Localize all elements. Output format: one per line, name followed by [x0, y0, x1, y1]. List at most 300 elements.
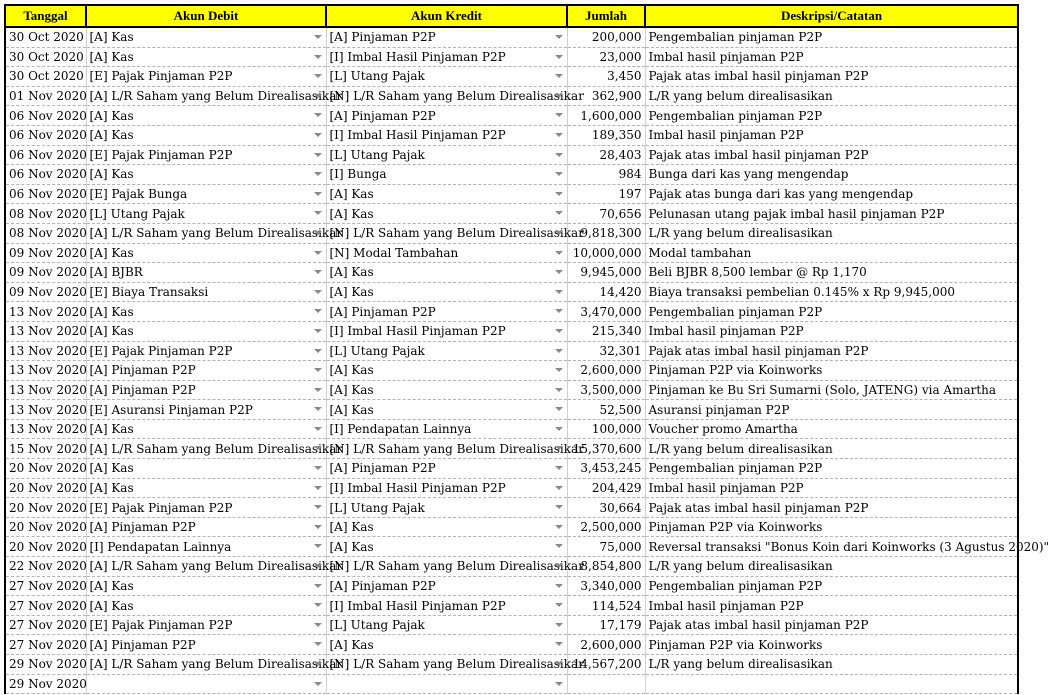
- table-row: [5, 576, 1018, 596]
- date-cell[interactable]: 20 Nov 2020: [5, 478, 86, 498]
- amount-cell[interactable]: 3,453,245: [567, 459, 645, 479]
- credit-account-select[interactable]: [326, 655, 584, 675]
- dropdown-arrow-icon[interactable]: [555, 682, 563, 686]
- credit-account-select[interactable]: [326, 282, 567, 302]
- amount-cell[interactable]: 200,000: [567, 27, 645, 47]
- description-cell[interactable]: Imbal hasil pinjaman P2P: [645, 47, 1018, 67]
- header-tanggal[interactable]: Tanggal: [5, 5, 86, 27]
- debit-account-select-value: [A] Kas: [89, 128, 134, 143]
- date-cell[interactable]: 06 Nov 2020: [5, 145, 86, 165]
- debit-account-select-value: [E] Pajak Pinjaman P2P: [89, 500, 233, 515]
- dropdown-arrow-icon[interactable]: [314, 113, 322, 117]
- debit-account-select[interactable]: [86, 459, 326, 479]
- date-cell[interactable]: 13 Nov 2020: [5, 419, 86, 439]
- amount-cell[interactable]: 2,600,000: [567, 635, 645, 655]
- amount-cell[interactable]: 32,301: [567, 341, 645, 361]
- dropdown-arrow-icon[interactable]: [314, 407, 322, 411]
- credit-account-select-value: [I] Imbal Hasil Pinjaman P2P: [329, 324, 506, 339]
- description-cell[interactable]: Beli BJBR 8,500 lembar @ Rp 1,170: [645, 263, 1018, 283]
- credit-account-select[interactable]: [326, 47, 567, 67]
- dropdown-arrow-icon[interactable]: [314, 466, 322, 470]
- debit-account-select[interactable]: [86, 27, 326, 47]
- credit-account-select[interactable]: [326, 184, 567, 204]
- debit-account-select[interactable]: [86, 86, 343, 106]
- dropdown-arrow-icon[interactable]: [555, 349, 563, 353]
- description-cell[interactable]: Pajak atas imbal hasil pinjaman P2P: [645, 615, 1018, 635]
- table-row: [5, 47, 1018, 67]
- amount-cell[interactable]: 17,179: [567, 615, 645, 635]
- dropdown-arrow-icon[interactable]: [314, 231, 322, 235]
- date-cell[interactable]: 09 Nov 2020: [5, 282, 86, 302]
- debit-account-select[interactable]: [86, 361, 326, 381]
- header-jumlah[interactable]: Jumlah: [567, 5, 645, 27]
- credit-account-select[interactable]: [326, 380, 567, 400]
- amount-cell[interactable]: 3,470,000: [567, 302, 645, 322]
- credit-account-select[interactable]: [326, 204, 567, 224]
- description-cell[interactable]: L/R yang belum direalisasikan: [645, 439, 1018, 459]
- table-row: [5, 361, 1018, 381]
- description-cell[interactable]: L/R yang belum direalisasikan: [645, 655, 1018, 675]
- dropdown-arrow-icon[interactable]: [555, 270, 563, 274]
- credit-account-select[interactable]: [326, 517, 567, 537]
- description-cell[interactable]: Pengembalian pinjaman P2P: [645, 27, 1018, 47]
- amount-cell[interactable]: 3,340,000: [567, 576, 645, 596]
- table-row: [5, 537, 1018, 557]
- credit-account-select[interactable]: [326, 145, 567, 165]
- dropdown-arrow-icon[interactable]: [555, 329, 563, 333]
- credit-account-select[interactable]: [326, 27, 567, 47]
- debit-account-select[interactable]: [86, 537, 326, 557]
- credit-account-select[interactable]: [326, 439, 584, 459]
- credit-account-select-value: [N] Modal Tambahan: [329, 245, 459, 260]
- debit-account-select[interactable]: [86, 165, 326, 185]
- debit-account-select[interactable]: [86, 302, 326, 322]
- dropdown-arrow-icon[interactable]: [555, 55, 563, 59]
- credit-account-select[interactable]: [326, 361, 567, 381]
- dropdown-arrow-icon[interactable]: [555, 466, 563, 470]
- dropdown-arrow-icon[interactable]: [555, 446, 563, 450]
- header-deskripsi[interactable]: Deskripsi/Catatan: [645, 5, 1018, 27]
- dropdown-arrow-icon[interactable]: [555, 603, 563, 607]
- table-row: [5, 145, 1018, 165]
- debit-account-select[interactable]: [86, 615, 326, 635]
- debit-account-select[interactable]: [86, 557, 343, 577]
- table-row: [5, 67, 1018, 87]
- dropdown-arrow-icon[interactable]: [314, 290, 322, 294]
- dropdown-arrow-icon[interactable]: [314, 446, 322, 450]
- debit-account-select-value: [A] Kas: [89, 108, 134, 123]
- dropdown-arrow-icon[interactable]: [555, 231, 563, 235]
- header-akun-debit[interactable]: Akun Debit: [86, 5, 326, 27]
- dropdown-arrow-icon[interactable]: [555, 368, 563, 372]
- amount-cell[interactable]: 204,429: [567, 478, 645, 498]
- date-cell[interactable]: 09 Nov 2020: [5, 243, 86, 263]
- debit-account-select-value: [E] Asuransi Pinjaman P2P: [89, 402, 253, 417]
- date-cell[interactable]: 09 Nov 2020: [5, 263, 86, 283]
- debit-account-select-value: [A] Pinjaman P2P: [89, 382, 196, 397]
- debit-account-select[interactable]: [86, 596, 326, 616]
- description-cell[interactable]: Pelunasan utang pajak imbal hasil pinjaman P2P: [645, 204, 1018, 224]
- dropdown-arrow-icon[interactable]: [314, 133, 322, 137]
- description-cell[interactable]: Pengembalian pinjaman P2P: [645, 576, 1018, 596]
- amount-cell[interactable]: 9,818,300: [567, 223, 645, 243]
- debit-account-select[interactable]: [86, 184, 326, 204]
- debit-account-select-value: [A] BJBR: [89, 265, 143, 280]
- debit-account-select[interactable]: [86, 498, 326, 518]
- dropdown-arrow-icon[interactable]: [314, 368, 322, 372]
- description-cell[interactable]: Modal tambahan: [645, 243, 1018, 263]
- debit-account-select[interactable]: [86, 223, 343, 243]
- dropdown-arrow-icon[interactable]: [555, 427, 563, 431]
- amount-cell[interactable]: 30,664: [567, 498, 645, 518]
- date-cell[interactable]: 08 Nov 2020: [5, 204, 86, 224]
- amount-cell[interactable]: 984: [567, 165, 645, 185]
- table-row: [5, 380, 1018, 400]
- dropdown-arrow-icon[interactable]: [314, 251, 322, 255]
- description-cell[interactable]: Pajak atas imbal hasil pinjaman P2P: [645, 498, 1018, 518]
- credit-account-select[interactable]: [326, 341, 567, 361]
- credit-account-select-value: [A] Kas: [329, 539, 374, 554]
- table-row: [5, 419, 1018, 439]
- dropdown-arrow-icon[interactable]: [555, 35, 563, 39]
- debit-account-select-value: [A] L/R Saham yang Belum Direalisasikar: [89, 89, 343, 104]
- dropdown-arrow-icon[interactable]: [314, 642, 322, 646]
- dropdown-arrow-icon[interactable]: [555, 113, 563, 117]
- debit-account-select-value: [A] L/R Saham yang Belum Direalisasikar: [89, 657, 343, 672]
- date-cell[interactable]: 29 Nov 2020: [5, 655, 86, 675]
- debit-account-select[interactable]: [86, 263, 326, 283]
- description-cell[interactable]: Pengembalian pinjaman P2P: [645, 459, 1018, 479]
- amount-cell[interactable]: 75,000: [567, 537, 645, 557]
- amount-cell[interactable]: 215,340: [567, 321, 645, 341]
- description-cell[interactable]: Pinjaman P2P via Koinworks: [645, 635, 1018, 655]
- amount-cell[interactable]: 3,500,000: [567, 380, 645, 400]
- dropdown-arrow-icon[interactable]: [555, 290, 563, 294]
- debit-account-select[interactable]: [86, 106, 326, 126]
- table-row: [5, 557, 1018, 577]
- description-cell[interactable]: Asuransi pinjaman P2P: [645, 400, 1018, 420]
- date-cell[interactable]: 08 Nov 2020: [5, 223, 86, 243]
- dropdown-arrow-icon[interactable]: [314, 172, 322, 176]
- credit-account-select-value: [A] Kas: [329, 285, 374, 300]
- dropdown-arrow-icon[interactable]: [555, 211, 563, 215]
- dropdown-arrow-icon[interactable]: [555, 74, 563, 78]
- credit-account-select[interactable]: [326, 478, 567, 498]
- date-cell[interactable]: 13 Nov 2020: [5, 341, 86, 361]
- dropdown-arrow-icon[interactable]: [314, 309, 322, 313]
- date-cell[interactable]: 30 Oct 2020: [5, 27, 86, 47]
- description-cell[interactable]: Biaya transaksi pembelian 0.145% x Rp 9,945,000: [645, 282, 1018, 302]
- description-cell[interactable]: Pajak atas imbal hasil pinjaman P2P: [645, 145, 1018, 165]
- credit-account-select-value: [A] Pinjaman P2P: [329, 304, 436, 319]
- date-cell[interactable]: 06 Nov 2020: [5, 125, 86, 145]
- debit-account-select[interactable]: [86, 204, 326, 224]
- debit-account-select-value: [E] Pajak Pinjaman P2P: [89, 618, 233, 633]
- amount-cell[interactable]: 14,567,200: [567, 655, 645, 675]
- debit-account-select[interactable]: [86, 655, 343, 675]
- description-cell[interactable]: Voucher promo Amartha: [645, 419, 1018, 439]
- dropdown-arrow-icon[interactable]: [314, 211, 322, 215]
- amount-cell[interactable]: 9,945,000: [567, 263, 645, 283]
- dropdown-arrow-icon[interactable]: [555, 642, 563, 646]
- date-cell[interactable]: 20 Nov 2020: [5, 459, 86, 479]
- description-cell[interactable]: Pengembalian pinjaman P2P: [645, 106, 1018, 126]
- dropdown-arrow-icon[interactable]: [555, 172, 563, 176]
- date-cell[interactable]: 22 Nov 2020: [5, 557, 86, 577]
- dropdown-arrow-icon[interactable]: [314, 329, 322, 333]
- credit-account-select-value: [I] Bunga: [329, 167, 387, 182]
- table-row: [5, 27, 1018, 47]
- amount-cell[interactable]: 10,000,000: [567, 243, 645, 263]
- amount-cell[interactable]: 2,600,000: [567, 361, 645, 381]
- dropdown-arrow-icon[interactable]: [555, 251, 563, 255]
- description-cell[interactable]: L/R yang belum direalisasikan: [645, 223, 1018, 243]
- table-row: [5, 635, 1018, 655]
- date-cell[interactable]: 06 Nov 2020: [5, 106, 86, 126]
- debit-account-select[interactable]: [86, 380, 326, 400]
- dropdown-arrow-icon[interactable]: [314, 270, 322, 274]
- amount-cell[interactable]: 197: [567, 184, 645, 204]
- amount-cell[interactable]: 8,854,800: [567, 557, 645, 577]
- header-akun-kredit[interactable]: Akun Kredit: [326, 5, 567, 27]
- description-cell[interactable]: Pajak atas imbal hasil pinjaman P2P: [645, 67, 1018, 87]
- debit-account-select[interactable]: [86, 282, 326, 302]
- table-row: [5, 459, 1018, 479]
- credit-account-select[interactable]: [326, 576, 567, 596]
- credit-account-select[interactable]: [326, 263, 567, 283]
- debit-account-select-value: [A] Kas: [89, 30, 134, 45]
- dropdown-arrow-icon[interactable]: [555, 505, 563, 509]
- date-cell[interactable]: 30 Oct 2020: [5, 67, 86, 87]
- description-cell[interactable]: Pinjaman P2P via Koinworks: [645, 517, 1018, 537]
- dropdown-arrow-icon[interactable]: [555, 309, 563, 313]
- credit-account-select[interactable]: [326, 419, 567, 439]
- table-row: [5, 517, 1018, 537]
- amount-cell[interactable]: 362,900: [567, 86, 645, 106]
- dropdown-arrow-icon[interactable]: [314, 544, 322, 548]
- description-cell[interactable]: L/R yang belum direalisasikan: [645, 557, 1018, 577]
- date-cell[interactable]: 13 Nov 2020: [5, 302, 86, 322]
- debit-account-select[interactable]: [86, 125, 326, 145]
- amount-cell[interactable]: 28,403: [567, 145, 645, 165]
- debit-account-select-value: [A] Kas: [89, 324, 134, 339]
- credit-account-select[interactable]: [326, 498, 567, 518]
- debit-account-select[interactable]: [86, 439, 343, 459]
- amount-cell[interactable]: 2,500,000: [567, 517, 645, 537]
- debit-account-select-value: [A] Kas: [89, 480, 134, 495]
- header-row: [5, 5, 1018, 27]
- dropdown-arrow-icon[interactable]: [555, 388, 563, 392]
- amount-cell[interactable]: 3,450: [567, 67, 645, 87]
- dropdown-arrow-icon[interactable]: [314, 623, 322, 627]
- date-cell[interactable]: 13 Nov 2020: [5, 361, 86, 381]
- table-row: [5, 321, 1018, 341]
- credit-account-select[interactable]: [326, 321, 567, 341]
- credit-account-select[interactable]: [326, 557, 584, 577]
- credit-account-select-value: [I] Pendapatan Lainnya: [329, 422, 472, 437]
- dropdown-arrow-icon[interactable]: [314, 349, 322, 353]
- debit-account-select[interactable]: [86, 243, 326, 263]
- dropdown-arrow-icon[interactable]: [555, 153, 563, 157]
- dropdown-arrow-icon[interactable]: [555, 564, 563, 568]
- credit-account-select[interactable]: [326, 243, 567, 263]
- amount-cell[interactable]: [567, 674, 645, 694]
- dropdown-arrow-icon[interactable]: [314, 35, 322, 39]
- debit-account-select[interactable]: [86, 674, 326, 694]
- amount-cell[interactable]: 15,370,600: [567, 439, 645, 459]
- dropdown-arrow-icon[interactable]: [555, 623, 563, 627]
- dropdown-arrow-icon[interactable]: [555, 662, 563, 666]
- dropdown-arrow-icon[interactable]: [314, 486, 322, 490]
- amount-cell[interactable]: 189,350: [567, 125, 645, 145]
- credit-account-select-value: [A] Pinjaman P2P: [329, 578, 436, 593]
- dropdown-arrow-icon[interactable]: [314, 525, 322, 529]
- dropdown-arrow-icon[interactable]: [314, 603, 322, 607]
- dropdown-arrow-icon[interactable]: [314, 564, 322, 568]
- credit-account-select-value: [N] L/R Saham yang Belum Direalisasikar: [329, 441, 584, 456]
- debit-account-select[interactable]: [86, 321, 326, 341]
- dropdown-arrow-icon[interactable]: [555, 94, 563, 98]
- debit-account-select[interactable]: [86, 635, 326, 655]
- date-cell[interactable]: 30 Oct 2020: [5, 47, 86, 67]
- description-cell[interactable]: Pinjaman ke Bu Sri Sumarni (Solo, JATENG) via Amartha: [645, 380, 1018, 400]
- debit-account-select[interactable]: [86, 341, 326, 361]
- description-cell[interactable]: Imbal hasil pinjaman P2P: [645, 125, 1018, 145]
- amount-cell[interactable]: 14,420: [567, 282, 645, 302]
- credit-account-select-value: [I] Imbal Hasil Pinjaman P2P: [329, 49, 506, 64]
- dropdown-arrow-icon[interactable]: [555, 407, 563, 411]
- dropdown-arrow-icon[interactable]: [314, 505, 322, 509]
- credit-account-select[interactable]: [326, 165, 567, 185]
- description-cell[interactable]: Pajak atas imbal hasil pinjaman P2P: [645, 341, 1018, 361]
- date-cell[interactable]: 20 Nov 2020: [5, 498, 86, 518]
- table-row: [5, 282, 1018, 302]
- description-cell[interactable]: Imbal hasil pinjaman P2P: [645, 596, 1018, 616]
- amount-cell[interactable]: 70,656: [567, 204, 645, 224]
- debit-account-select[interactable]: [86, 47, 326, 67]
- debit-account-select[interactable]: [86, 478, 326, 498]
- dropdown-arrow-icon[interactable]: [314, 192, 322, 196]
- credit-account-select-value: [I] Imbal Hasil Pinjaman P2P: [329, 480, 506, 495]
- debit-account-select[interactable]: [86, 145, 326, 165]
- date-cell[interactable]: 15 Nov 2020: [5, 439, 86, 459]
- credit-account-select[interactable]: [326, 223, 584, 243]
- dropdown-arrow-icon[interactable]: [555, 133, 563, 137]
- credit-account-select-value: [A] Kas: [329, 382, 374, 397]
- debit-account-select[interactable]: [86, 576, 326, 596]
- date-cell[interactable]: 27 Nov 2020: [5, 635, 86, 655]
- description-cell[interactable]: L/R yang belum direalisasikan: [645, 86, 1018, 106]
- amount-cell[interactable]: 52,500: [567, 400, 645, 420]
- date-cell[interactable]: 27 Nov 2020: [5, 576, 86, 596]
- date-cell[interactable]: 06 Nov 2020: [5, 165, 86, 185]
- credit-account-select[interactable]: [326, 459, 567, 479]
- date-cell[interactable]: 01 Nov 2020: [5, 86, 86, 106]
- dropdown-arrow-icon[interactable]: [555, 192, 563, 196]
- description-cell[interactable]: [645, 674, 1018, 694]
- dropdown-arrow-icon[interactable]: [314, 584, 322, 588]
- table-row: [5, 106, 1018, 126]
- dropdown-arrow-icon[interactable]: [314, 74, 322, 78]
- credit-account-select[interactable]: [326, 86, 584, 106]
- table-row: [5, 184, 1018, 204]
- credit-account-select[interactable]: [326, 635, 567, 655]
- dropdown-arrow-icon[interactable]: [314, 388, 322, 392]
- date-cell[interactable]: 13 Nov 2020: [5, 380, 86, 400]
- date-cell[interactable]: 13 Nov 2020: [5, 321, 86, 341]
- dropdown-arrow-icon[interactable]: [314, 427, 322, 431]
- description-cell[interactable]: Imbal hasil pinjaman P2P: [645, 478, 1018, 498]
- debit-account-select-value: [E] Pajak Bunga: [89, 187, 188, 202]
- credit-account-select[interactable]: [326, 596, 567, 616]
- credit-account-select[interactable]: [326, 125, 567, 145]
- amount-cell[interactable]: 23,000: [567, 47, 645, 67]
- dropdown-arrow-icon[interactable]: [555, 544, 563, 548]
- dropdown-arrow-icon[interactable]: [314, 682, 322, 686]
- table-row: [5, 263, 1018, 283]
- dropdown-arrow-icon[interactable]: [314, 153, 322, 157]
- description-cell[interactable]: Pengembalian pinjaman P2P: [645, 302, 1018, 322]
- date-cell[interactable]: 27 Nov 2020: [5, 615, 86, 635]
- dropdown-arrow-icon[interactable]: [555, 486, 563, 490]
- date-cell[interactable]: 29 Nov 2020: [5, 674, 86, 694]
- debit-account-select-value: [A] Kas: [89, 598, 134, 613]
- debit-account-select-value: [L] Utang Pajak: [89, 206, 185, 221]
- date-cell[interactable]: 13 Nov 2020: [5, 400, 86, 420]
- dropdown-arrow-icon[interactable]: [314, 662, 322, 666]
- amount-cell[interactable]: 100,000: [567, 419, 645, 439]
- dropdown-arrow-icon[interactable]: [555, 525, 563, 529]
- description-cell[interactable]: Pinjaman P2P via Koinworks: [645, 361, 1018, 381]
- debit-account-select[interactable]: [86, 67, 326, 87]
- amount-cell[interactable]: 1,600,000: [567, 106, 645, 126]
- date-cell[interactable]: 20 Nov 2020: [5, 537, 86, 557]
- table-row: [5, 341, 1018, 361]
- credit-account-select[interactable]: [326, 67, 567, 87]
- credit-account-select[interactable]: [326, 615, 567, 635]
- amount-cell[interactable]: 114,524: [567, 596, 645, 616]
- dropdown-arrow-icon[interactable]: [314, 94, 322, 98]
- credit-account-select-value: [L] Utang Pajak: [329, 500, 425, 515]
- credit-account-select-value: [L] Utang Pajak: [329, 343, 425, 358]
- date-cell[interactable]: 27 Nov 2020: [5, 596, 86, 616]
- dropdown-arrow-icon[interactable]: [555, 584, 563, 588]
- debit-account-select[interactable]: [86, 517, 326, 537]
- description-cell[interactable]: Imbal hasil pinjaman P2P: [645, 321, 1018, 341]
- credit-account-select[interactable]: [326, 400, 567, 420]
- table-row: [5, 400, 1018, 420]
- credit-account-select[interactable]: [326, 106, 567, 126]
- credit-account-select-value: [A] Kas: [329, 637, 374, 652]
- description-cell[interactable]: Reversal transaksi "Bonus Koin dari Koinworks (3 Agustus 2020)": [645, 537, 1018, 557]
- credit-account-select[interactable]: [326, 674, 567, 694]
- credit-account-select[interactable]: [326, 302, 567, 322]
- credit-account-select-value: [L] Utang Pajak: [329, 147, 425, 162]
- date-cell[interactable]: 20 Nov 2020: [5, 517, 86, 537]
- table-row: [5, 439, 1018, 459]
- description-cell[interactable]: Bunga dari kas yang mengendap: [645, 165, 1018, 185]
- description-cell[interactable]: Pajak atas bunga dari kas yang mengendap: [645, 184, 1018, 204]
- credit-account-select[interactable]: [326, 537, 567, 557]
- table-row: [5, 478, 1018, 498]
- debit-account-select-value: [A] Kas: [89, 422, 134, 437]
- credit-account-select-value: [A] Kas: [329, 520, 374, 535]
- dropdown-arrow-icon[interactable]: [314, 55, 322, 59]
- debit-account-select[interactable]: [86, 400, 326, 420]
- date-cell[interactable]: 06 Nov 2020: [5, 184, 86, 204]
- debit-account-select-value: [A] Kas: [89, 167, 134, 182]
- debit-account-select[interactable]: [86, 419, 326, 439]
